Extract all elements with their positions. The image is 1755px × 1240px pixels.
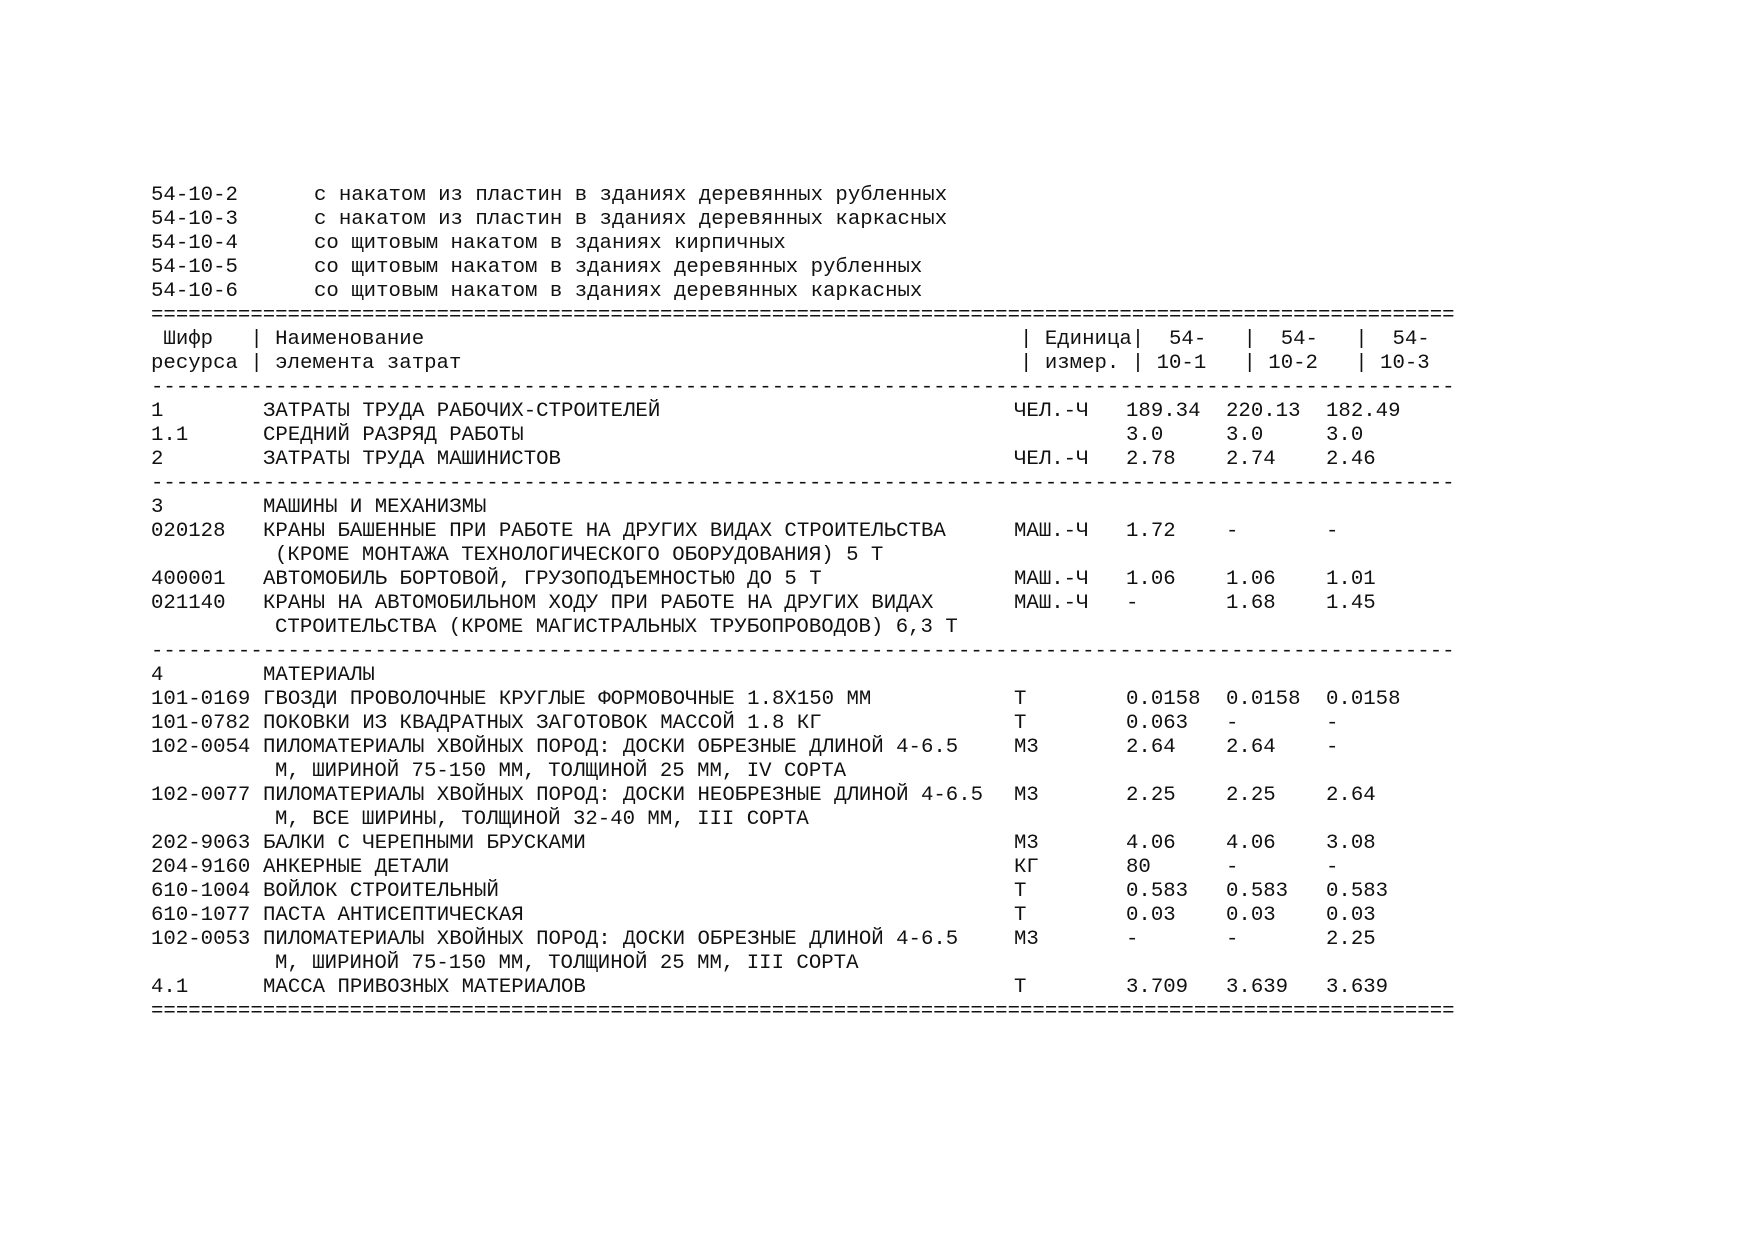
value-54-10-3: 2.64 bbox=[1326, 784, 1376, 807]
value-54-10-2: - bbox=[1226, 928, 1239, 951]
resource-name-continuation: М, ШИРИНОЙ 75-150 ММ, ТОЛЩИНОЙ 25 ММ, III СОРТА bbox=[275, 952, 859, 975]
value-54-10-2: 3.639 bbox=[1226, 976, 1289, 999]
norm-code-line bbox=[151, 208, 1455, 232]
resource-table-body bbox=[151, 376, 1455, 1000]
resource-name: ПАСТА АНТИСЕПТИЧЕСКАЯ bbox=[263, 904, 524, 927]
resource-name: ПИЛОМАТЕРИАЛЫ ХВОЙНЫХ ПОРОД: ДОСКИ ОБРЕЗНЫЕ ДЛИНОЙ 4-6.5 bbox=[263, 928, 959, 951]
value-54-10-2: 1.06 bbox=[1226, 568, 1276, 591]
resource-name: ПИЛОМАТЕРИАЛЫ ХВОЙНЫХ ПОРОД: ДОСКИ ОБРЕЗНЫЕ ДЛИНОЙ 4-6.5 bbox=[263, 736, 959, 759]
value-54-10-1: 1.72 bbox=[1126, 520, 1176, 543]
resource-code: 021140 bbox=[151, 592, 226, 615]
resource-name: ПОКОВКИ ИЗ КВАДРАТНЫХ ЗАГОТОВОК МАССОЙ 1.8 КГ bbox=[263, 712, 822, 735]
value-54-10-3: 1.45 bbox=[1326, 592, 1376, 615]
value-54-10-3: 1.01 bbox=[1326, 568, 1376, 591]
norm-description: со щитовым накатом в зданиях деревянных рубленных bbox=[314, 256, 923, 279]
resource-name: КРАНЫ НА АВТОМОБИЛЬНОМ ХОДУ ПРИ РАБОТЕ НА ДРУГИХ ВИДАХ bbox=[263, 592, 934, 615]
norm-code: 54-10-6 bbox=[151, 280, 238, 303]
norm-description: со щитовым накатом в зданиях деревянных каркасных bbox=[314, 280, 923, 303]
resource-name: ГВОЗДИ ПРОВОЛОЧНЫЕ КРУГЛЫЕ ФОРМОВОЧНЫЕ 1.8Х150 ММ bbox=[263, 688, 872, 711]
table-row bbox=[151, 400, 1455, 424]
norm-codes-list bbox=[151, 184, 1455, 304]
resource-code: 400001 bbox=[151, 568, 226, 591]
norm-description: с накатом из пластин в зданиях деревянных рубленных bbox=[314, 184, 948, 207]
norm-code: 54-10-4 bbox=[151, 232, 238, 255]
unit-cell: КГ bbox=[1014, 856, 1039, 879]
unit-cell: МАШ.-Ч bbox=[1014, 592, 1089, 615]
value-54-10-3: 2.46 bbox=[1326, 448, 1376, 471]
value-54-10-2: - bbox=[1226, 856, 1239, 879]
table-row bbox=[151, 880, 1455, 904]
unit-cell: МАШ.-Ч bbox=[1014, 520, 1089, 543]
value-54-10-3: - bbox=[1326, 736, 1339, 759]
table-row-continuation bbox=[151, 544, 1455, 568]
value-54-10-3: 0.0158 bbox=[1326, 688, 1401, 711]
resource-name-continuation: М, ВСЕ ШИРИНЫ, ТОЛЩИНОЙ 32-40 ММ, III СОРТА bbox=[275, 808, 809, 831]
table-row bbox=[151, 784, 1455, 808]
resource-code: 4 bbox=[151, 664, 164, 687]
norm-code-line bbox=[151, 256, 1455, 280]
value-54-10-3: - bbox=[1326, 712, 1339, 735]
table-row bbox=[151, 856, 1455, 880]
value-54-10-1: 2.64 bbox=[1126, 736, 1176, 759]
unit-cell: ЧЕЛ.-Ч bbox=[1014, 400, 1089, 423]
unit-cell: Т bbox=[1014, 712, 1027, 735]
unit-cell: М3 bbox=[1014, 784, 1039, 807]
value-54-10-2: 2.25 bbox=[1226, 784, 1276, 807]
resource-code: 4.1 bbox=[151, 976, 189, 999]
table-header-line-2: ресурса | элемента затрат | измер. | 10-1 | 10-2 | 10-3 bbox=[151, 352, 1430, 375]
resource-code: 020128 bbox=[151, 520, 226, 543]
section-divider: --------------------------------------------------------------------------------------------------------- bbox=[151, 472, 1455, 495]
value-54-10-2: 0.0158 bbox=[1226, 688, 1301, 711]
value-54-10-1: 4.06 bbox=[1126, 832, 1176, 855]
resource-code: 610-1004 bbox=[151, 880, 251, 903]
value-54-10-1: - bbox=[1126, 928, 1139, 951]
value-54-10-2: 2.64 bbox=[1226, 736, 1276, 759]
resource-name-continuation: СТРОИТЕЛЬСТВА (КРОМЕ МАГИСТРАЛЬНЫХ ТРУБОПРОВОДОВ) 6,3 Т bbox=[275, 616, 958, 639]
table-row bbox=[151, 424, 1455, 448]
table-row-continuation bbox=[151, 808, 1455, 832]
table-row bbox=[151, 736, 1455, 760]
value-54-10-1: 2.78 bbox=[1126, 448, 1176, 471]
value-54-10-1: 3.709 bbox=[1126, 976, 1189, 999]
table-row-continuation bbox=[151, 952, 1455, 976]
table-row bbox=[151, 976, 1455, 1000]
norm-code-line bbox=[151, 232, 1455, 256]
value-54-10-3: 0.583 bbox=[1326, 880, 1389, 903]
resource-code: 610-1077 bbox=[151, 904, 251, 927]
resource-code: 1 bbox=[151, 400, 164, 423]
resource-code: 102-0077 bbox=[151, 784, 251, 807]
value-54-10-3: - bbox=[1326, 520, 1339, 543]
unit-cell: МАШ.-Ч bbox=[1014, 568, 1089, 591]
value-54-10-2: 0.583 bbox=[1226, 880, 1289, 903]
resource-name-continuation: (КРОМЕ МОНТАЖА ТЕХНОЛОГИЧЕСКОГО ОБОРУДОВАНИЯ) 5 Т bbox=[275, 544, 884, 567]
resource-code: 204-9160 bbox=[151, 856, 251, 879]
value-54-10-2: 3.0 bbox=[1226, 424, 1264, 447]
double-rule-top: ========================================================================================================= bbox=[151, 304, 1455, 327]
unit-cell: М3 bbox=[1014, 928, 1039, 951]
table-row bbox=[151, 592, 1455, 616]
resource-name: БАЛКИ С ЧЕРЕПНЫМИ БРУСКАМИ bbox=[263, 832, 586, 855]
unit-cell: Т bbox=[1014, 904, 1027, 927]
resource-name: ВОЙЛОК СТРОИТЕЛЬНЫЙ bbox=[263, 880, 499, 903]
value-54-10-3: 3.639 bbox=[1326, 976, 1389, 999]
resource-code: 2 bbox=[151, 448, 164, 471]
resource-name: ЗАТРАТЫ ТРУДА РАБОЧИХ-СТРОИТЕЛЕЙ bbox=[263, 400, 661, 423]
resource-name: КРАНЫ БАШЕННЫЕ ПРИ РАБОТЕ НА ДРУГИХ ВИДАХ СТРОИТЕЛЬСТВА bbox=[263, 520, 946, 543]
resource-name: МАССА ПРИВОЗНЫХ МАТЕРИАЛОВ bbox=[263, 976, 586, 999]
value-54-10-2: - bbox=[1226, 712, 1239, 735]
unit-cell: Т bbox=[1014, 688, 1027, 711]
value-54-10-2: 1.68 bbox=[1226, 592, 1276, 615]
resource-code: 102-0053 bbox=[151, 928, 251, 951]
resource-code: 102-0054 bbox=[151, 736, 251, 759]
value-54-10-3: 0.03 bbox=[1326, 904, 1376, 927]
resource-code: 101-0169 bbox=[151, 688, 251, 711]
value-54-10-3: 3.08 bbox=[1326, 832, 1376, 855]
value-54-10-2: 4.06 bbox=[1226, 832, 1276, 855]
value-54-10-2: 220.13 bbox=[1226, 400, 1301, 423]
resource-norms-sheet bbox=[151, 184, 1455, 1024]
norm-code: 54-10-5 bbox=[151, 256, 238, 279]
table-row bbox=[151, 832, 1455, 856]
value-54-10-3: - bbox=[1326, 856, 1339, 879]
resource-code: 202-9063 bbox=[151, 832, 251, 855]
unit-cell: ЧЕЛ.-Ч bbox=[1014, 448, 1089, 471]
resource-name: ЗАТРАТЫ ТРУДА МАШИНИСТОВ bbox=[263, 448, 561, 471]
resource-name-continuation: М, ШИРИНОЙ 75-150 ММ, ТОЛЩИНОЙ 25 ММ, IV СОРТА bbox=[275, 760, 847, 783]
value-54-10-2: - bbox=[1226, 520, 1239, 543]
value-54-10-3: 182.49 bbox=[1326, 400, 1401, 423]
norm-description: со щитовым накатом в зданиях кирпичных bbox=[314, 232, 786, 255]
resource-code: 3 bbox=[151, 496, 164, 519]
value-54-10-3: 2.25 bbox=[1326, 928, 1376, 951]
table-row bbox=[151, 712, 1455, 736]
table-row bbox=[151, 496, 1455, 520]
value-54-10-1: 0.0158 bbox=[1126, 688, 1201, 711]
table-row bbox=[151, 688, 1455, 712]
value-54-10-1: 2.25 bbox=[1126, 784, 1176, 807]
table-row bbox=[151, 904, 1455, 928]
unit-cell: Т bbox=[1014, 976, 1027, 999]
table-header-line-1: Шифр | Наименование | Единица| 54- | 54- | 54- bbox=[151, 328, 1430, 351]
unit-cell: Т bbox=[1014, 880, 1027, 903]
table-row-continuation bbox=[151, 760, 1455, 784]
value-54-10-2: 0.03 bbox=[1226, 904, 1276, 927]
table-row bbox=[151, 568, 1455, 592]
unit-cell: М3 bbox=[1014, 736, 1039, 759]
resource-code: 101-0782 bbox=[151, 712, 251, 735]
resource-name: МАТЕРИАЛЫ bbox=[263, 664, 375, 687]
value-54-10-1: 3.0 bbox=[1126, 424, 1164, 447]
value-54-10-1: 1.06 bbox=[1126, 568, 1176, 591]
value-54-10-1: 0.063 bbox=[1126, 712, 1189, 735]
table-row bbox=[151, 520, 1455, 544]
table-row bbox=[151, 448, 1455, 472]
value-54-10-1: 0.03 bbox=[1126, 904, 1176, 927]
value-54-10-1: 80 bbox=[1126, 856, 1151, 879]
value-54-10-1: 0.583 bbox=[1126, 880, 1189, 903]
value-54-10-2: 2.74 bbox=[1226, 448, 1276, 471]
table-row bbox=[151, 928, 1455, 952]
section-divider: --------------------------------------------------------------------------------------------------------- bbox=[151, 640, 1455, 663]
norm-code-line bbox=[151, 184, 1455, 208]
double-rule-bottom: ========================================================================================================= bbox=[151, 1000, 1455, 1023]
resource-name: АНКЕРНЫЕ ДЕТАЛИ bbox=[263, 856, 450, 879]
norm-code: 54-10-3 bbox=[151, 208, 238, 231]
value-54-10-1: - bbox=[1126, 592, 1139, 615]
norm-code: 54-10-2 bbox=[151, 184, 238, 207]
norm-description: с накатом из пластин в зданиях деревянных каркасных bbox=[314, 208, 948, 231]
table-row bbox=[151, 664, 1455, 688]
norm-code-line bbox=[151, 280, 1455, 304]
resource-name: ПИЛОМАТЕРИАЛЫ ХВОЙНЫХ ПОРОД: ДОСКИ НЕОБРЕЗНЫЕ ДЛИНОЙ 4-6.5 bbox=[263, 784, 984, 807]
resource-name: МАШИНЫ И МЕХАНИЗМЫ bbox=[263, 496, 487, 519]
section-divider: --------------------------------------------------------------------------------------------------------- bbox=[151, 376, 1455, 399]
resource-name: АВТОМОБИЛЬ БОРТОВОЙ, ГРУЗОПОДЪЕМНОСТЬЮ ДО 5 Т bbox=[263, 568, 822, 591]
resource-code: 1.1 bbox=[151, 424, 189, 447]
value-54-10-1: 189.34 bbox=[1126, 400, 1201, 423]
unit-cell: М3 bbox=[1014, 832, 1039, 855]
value-54-10-3: 3.0 bbox=[1326, 424, 1364, 447]
table-row-continuation bbox=[151, 616, 1455, 640]
resource-name: СРЕДНИЙ РАЗРЯД РАБОТЫ bbox=[263, 424, 524, 447]
